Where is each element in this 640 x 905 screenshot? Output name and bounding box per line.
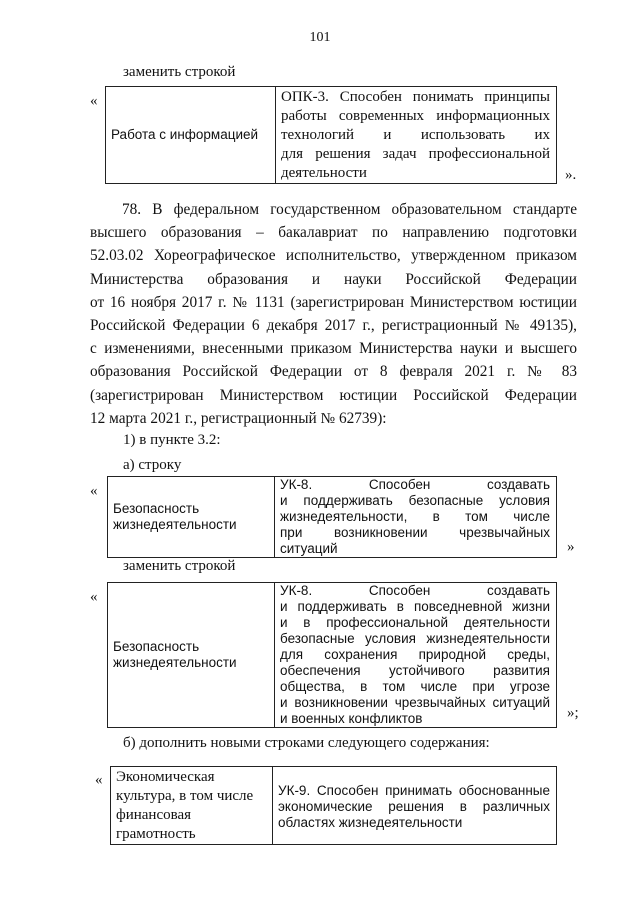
competency-line: УК-8. Способен создавать — [280, 583, 550, 598]
replace-with-row-label: заменить строкой — [123, 64, 236, 80]
competency-table-4 — [110, 766, 557, 845]
competency-line: ОПК-3. Способен понимать принципы — [281, 89, 550, 105]
competency-cell — [275, 583, 557, 728]
page-number: 101 — [309, 30, 331, 45]
competency-line: при возникновении чрезвычайных — [280, 525, 550, 540]
competency-line: технологий и использовать их — [281, 127, 550, 143]
competency-cell — [275, 477, 557, 558]
discipline-line: Безопасность — [113, 501, 200, 516]
competency-line: и поддерживать в повседневной жизни — [280, 599, 550, 614]
paragraph-line: образования Российской Федерации от 8 февраля 2021 г. № 83 — [90, 363, 577, 381]
competency-line: областях жизнедеятельности — [278, 814, 463, 830]
competency-line: ситуаций — [280, 541, 338, 556]
competency-line: работы современных информационных — [281, 108, 550, 124]
paragraph-line: 78. В федеральном государственном образовательном стандарте — [122, 201, 577, 218]
item-a: а) строку — [123, 457, 182, 473]
competency-line: УК-9. Способен принимать обоснованные — [278, 782, 550, 798]
discipline-line: культура, в том числе — [116, 788, 254, 804]
replace-with-row-label: заменить строкой — [123, 558, 236, 574]
paragraph-line: высшего образования – бакалавриат по направлению подготовки — [90, 224, 577, 242]
competency-table-2 — [107, 476, 557, 558]
paragraph-line: Министерства образования и науки Российской Федерации — [90, 270, 577, 288]
competency-line: экономические решения в различных — [278, 798, 550, 814]
competency-line: для решения задач профессиональной — [281, 146, 550, 162]
competency-line: для сохранения природной среды, — [280, 647, 550, 662]
discipline-cell — [106, 87, 276, 184]
paragraph-line: 52.03.02 Хореографическое исполнительство, утвержденном приказом — [90, 247, 577, 265]
competency-table-1 — [105, 86, 557, 184]
competency-line: и в профессиональной деятельности — [280, 615, 550, 630]
competency-line: деятельности — [281, 165, 367, 181]
discipline-cell — [108, 583, 275, 728]
competency-line: общества, в том числе при угрозе — [280, 679, 550, 694]
paragraph-line: Российской Федерации 6 декабря 2017 г., регистрационный № 49135), — [90, 317, 577, 335]
paragraph-78 — [90, 198, 577, 430]
competency-cell — [276, 87, 557, 184]
competency-line: и поддерживать безопасные условия — [280, 493, 550, 508]
discipline-cell — [108, 477, 275, 558]
discipline-cell — [111, 767, 273, 845]
close-quote: » — [567, 539, 575, 555]
competency-cell — [273, 767, 557, 845]
competency-line: безопасные условия жизнедеятельности — [280, 631, 550, 646]
discipline-line: Безопасность — [113, 639, 200, 654]
open-quote: « — [95, 772, 103, 788]
item-1: 1) в пункте 3.2: — [123, 432, 221, 448]
competency-line: жизнедеятельности, в том числе — [280, 509, 550, 524]
close-quote: ». — [565, 167, 577, 183]
paragraph-line: с изменениями, внесенными приказом Министерства науки и высшего — [90, 340, 577, 358]
discipline-line: Экономическая — [116, 769, 215, 785]
discipline-name: Работа с информацией — [111, 127, 259, 142]
competency-line: и военных конфликтов — [280, 711, 423, 726]
paragraph-line: 12 марта 2021 г., регистрационный № 62739): — [90, 409, 387, 427]
paragraph-line: (зарегистрирован Министерством юстиции Российской Федерации — [90, 386, 577, 404]
open-quote: « — [90, 589, 98, 605]
open-quote: « — [90, 483, 98, 499]
open-quote: « — [90, 93, 98, 109]
paragraph-line: от 16 ноября 2017 г. № 1131 (зарегистрирован Министерством юстиции — [90, 293, 577, 311]
competency-table-3 — [107, 582, 557, 728]
competency-line: обеспечения устойчивого развития — [280, 663, 550, 678]
discipline-line: грамотность — [116, 826, 196, 842]
discipline-line: финансовая — [116, 807, 192, 823]
competency-line: УК-8. Способен создавать — [280, 477, 550, 492]
discipline-line: жизнедеятельности — [113, 655, 237, 670]
item-b: б) дополнить новыми строками следующего содержания: — [123, 735, 490, 751]
close-quote: »; — [567, 705, 579, 721]
discipline-line: жизнедеятельности — [113, 517, 237, 532]
competency-line: и возникновении чрезвычайных ситуаций — [280, 695, 550, 710]
